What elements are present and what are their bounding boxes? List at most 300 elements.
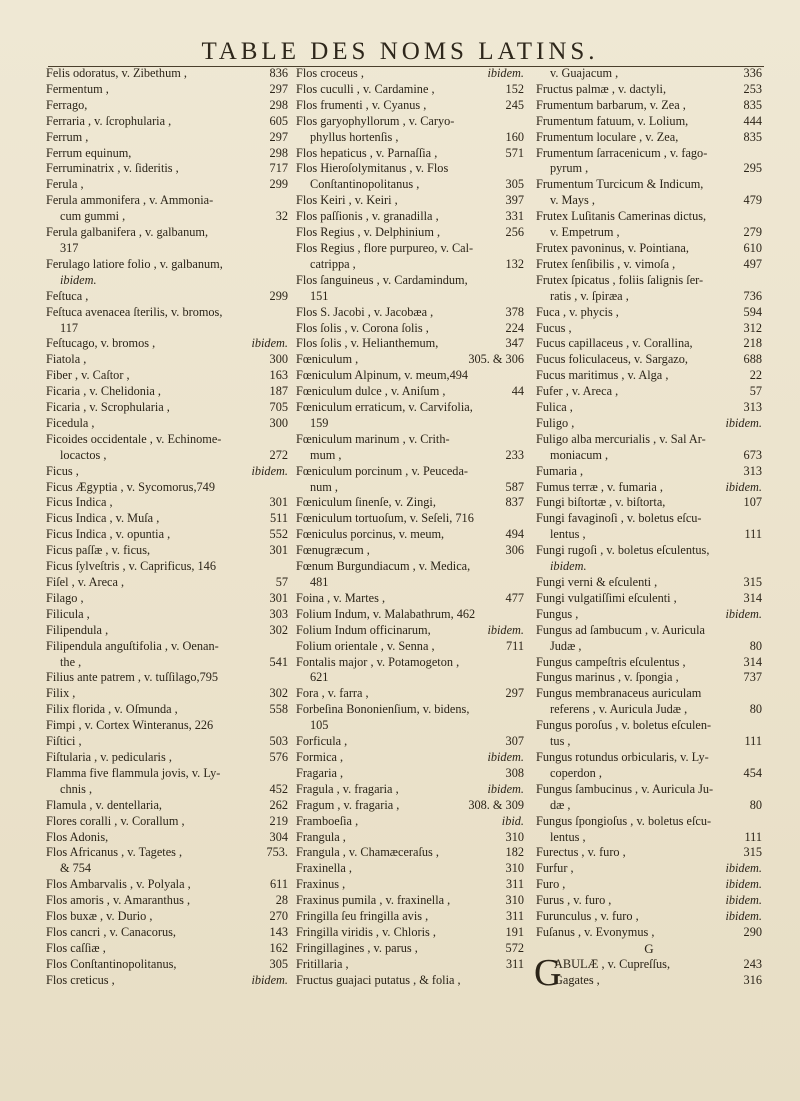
- index-entry: [46, 289, 288, 305]
- index-entry: [296, 193, 524, 209]
- entry-text: Ficus Indica , v. Muſa ,: [46, 511, 160, 526]
- entry-text: Fucus maritimus , v. Alga ,: [536, 368, 669, 383]
- entry-page-number: 711: [506, 638, 524, 653]
- entry-text: Flos Regius , v. Delphinium ,: [296, 225, 441, 240]
- index-entry: [536, 66, 762, 82]
- entry-text: Fœnum Burgundiacum , v. Medica,: [296, 559, 471, 574]
- index-entry: [46, 925, 288, 941]
- index-entry: [536, 893, 762, 909]
- index-entry: [296, 782, 524, 798]
- entry-text: Ficus paſſæ , v. ficus,: [46, 543, 151, 558]
- index-entry: [46, 909, 288, 925]
- index-entry: [296, 289, 524, 305]
- entry-page-number: 111: [744, 734, 762, 749]
- index-entry: [46, 352, 288, 368]
- entry-page-number: 572: [505, 940, 524, 955]
- index-entry: [46, 177, 288, 193]
- entry-text: lentus ,: [550, 829, 586, 844]
- entry-page-number: 163: [269, 368, 288, 383]
- entry-text: Flos garyophyllorum , v. Caryo-: [296, 113, 455, 128]
- index-entry: [296, 607, 524, 623]
- entry-page-number: ibid.: [501, 813, 524, 828]
- index-entry: [296, 495, 524, 511]
- index-entry: [296, 845, 524, 861]
- index-entry: [536, 193, 762, 209]
- index-entry: [296, 623, 524, 639]
- entry-text: Frumentum Turcicum & Indicum,: [536, 177, 704, 192]
- entry-text: Frumentum barbarum, v. Zea ,: [536, 97, 686, 112]
- entry-text: Frumentum fatuum, v. Lolium,: [536, 113, 689, 128]
- index-entry: [296, 798, 524, 814]
- index-entry: [296, 686, 524, 702]
- index-entry: [536, 639, 762, 655]
- entry-text: Fucus foliculaceus, v. Sargazo,: [536, 352, 688, 367]
- entry-text: Ficaria , v. Scrophularia ,: [46, 400, 170, 415]
- entry-page-number: 717: [269, 161, 288, 176]
- entry-text: & 754: [60, 861, 92, 876]
- index-entry: [296, 559, 524, 575]
- index-entry: [536, 702, 762, 718]
- entry-page-number: 299: [269, 288, 288, 303]
- entry-text: Flores coralli , v. Corallum ,: [46, 813, 185, 828]
- index-entry: [296, 241, 524, 257]
- entry-text: Felis odoratus, v. Zibethum ,: [46, 66, 187, 80]
- index-entry: [46, 146, 288, 162]
- entry-text: 159: [310, 415, 329, 430]
- entry-text: Ferula ,: [46, 177, 84, 192]
- entry-page-number: 80: [749, 702, 762, 717]
- entry-page-number: 836: [269, 66, 288, 80]
- entry-text: Frumentum loculare , v. Zea,: [536, 129, 679, 144]
- entry-text: ratis , v. ſpiræa ,: [550, 288, 629, 303]
- index-entry: [536, 98, 762, 114]
- index-entry: [296, 146, 524, 162]
- index-entry: [536, 798, 762, 814]
- index-entry: [536, 321, 762, 337]
- entry-page-number: 301: [269, 495, 288, 510]
- entry-page-number: 160: [505, 129, 524, 144]
- entry-text: Flos Regius , flore purpureo, v. Cal-: [296, 240, 474, 255]
- index-entry: [46, 655, 288, 671]
- entry-page-number: 571: [505, 145, 524, 160]
- index-entry: [296, 877, 524, 893]
- entry-text: Conſtantinopolitanus ,: [310, 177, 420, 192]
- entry-text: Fulica ,: [536, 400, 573, 415]
- entry-text: Flos caſſiæ ,: [46, 940, 106, 955]
- index-entry: [46, 225, 288, 241]
- entry-text: Fungi biſtortæ , v. biſtorta,: [536, 495, 666, 510]
- entry-page-number: 290: [743, 924, 762, 939]
- index-entry: [296, 161, 524, 177]
- entry-text: Fiſtici ,: [46, 734, 82, 749]
- entry-text: Fumus terræ , v. fumaria ,: [536, 479, 663, 494]
- entry-text: Fœniculum ,: [296, 352, 359, 367]
- drop-cap: G: [534, 951, 562, 994]
- index-entry: [536, 209, 762, 225]
- entry-text: 151: [310, 288, 329, 303]
- entry-text: Folium Indum officinarum,: [296, 622, 431, 637]
- entry-text: Foina , v. Martes ,: [296, 590, 386, 605]
- entry-text: Fraxinus ,: [296, 877, 346, 892]
- entry-page-number: 302: [269, 622, 288, 637]
- entry-text: Flos croceus ,: [296, 66, 364, 80]
- entry-page-number: 272: [269, 447, 288, 462]
- entry-text: Ficoides occidentale , v. Echinome-: [46, 431, 222, 446]
- index-entry: [536, 575, 762, 591]
- index-entry: [296, 368, 524, 384]
- entry-text: Fœniculum ſinenſe, v. Zingi,: [296, 495, 436, 510]
- index-entry: [296, 400, 524, 416]
- entry-text: Ferruminatrix , v. ſideritis ,: [46, 161, 179, 176]
- entry-text: Frutex ſenſibilis , v. vimoſa ,: [536, 256, 676, 271]
- index-entry: [536, 416, 762, 432]
- entry-page-number: 299: [269, 177, 288, 192]
- entry-page-number: 301: [269, 543, 288, 558]
- entry-text: Filicula ,: [46, 606, 90, 621]
- index-entry: [46, 114, 288, 130]
- entry-page-number: 279: [743, 225, 762, 240]
- entry-page-number: 303: [269, 606, 288, 621]
- entry-text: cum gummi ,: [60, 209, 126, 224]
- index-entry: [536, 543, 762, 559]
- entry-page-number: 28: [275, 893, 288, 908]
- entry-page-number: 576: [269, 749, 288, 764]
- entry-text: Fungi verni & eſculenti ,: [536, 575, 658, 589]
- entry-page-number: ibidem.: [251, 336, 288, 351]
- index-entry: [536, 511, 762, 527]
- index-entry: [46, 814, 288, 830]
- entry-text: num ,: [310, 479, 339, 494]
- entry-text: Flos creticus ,: [46, 972, 115, 987]
- entry-text: catrippa ,: [310, 256, 356, 271]
- index-entry: [46, 368, 288, 384]
- index-entry: [46, 193, 288, 209]
- entry-text: 621: [310, 670, 329, 685]
- index-entry: [296, 416, 524, 432]
- index-entry: [46, 511, 288, 527]
- entry-page-number: 311: [506, 909, 524, 924]
- entry-text: Formica ,: [296, 749, 344, 764]
- index-entry: [46, 98, 288, 114]
- entry-page-number: 132: [505, 256, 524, 271]
- page-title: TABLE DES NOMS LATINS.: [201, 38, 599, 65]
- index-entry: [46, 241, 288, 257]
- index-entry: [296, 702, 524, 718]
- index-entry: [296, 225, 524, 241]
- entry-text: Flos cuculli , v. Cardamine ,: [296, 81, 435, 96]
- entry-page-number: 304: [269, 829, 288, 844]
- index-entry: [296, 384, 524, 400]
- entry-text: Fermentum ,: [46, 81, 109, 96]
- entry-page-number: ibidem.: [487, 66, 524, 80]
- entry-text: Fungi rugoſi , v. boletus eſculentus,: [536, 543, 710, 558]
- entry-page-number: 305: [505, 177, 524, 192]
- entry-page-number: 307: [505, 734, 524, 749]
- entry-page-number: 315: [743, 845, 762, 860]
- entry-text: Flamma five flammula jovis, v. Ly-: [46, 765, 221, 780]
- entry-page-number: 452: [269, 781, 288, 796]
- entry-page-number: 295: [743, 161, 762, 176]
- entry-text: Fuſanus , v. Evonymus ,: [536, 924, 655, 939]
- entry-page-number: 297: [269, 81, 288, 96]
- entry-page-number: 611: [270, 877, 288, 892]
- index-entry: [536, 766, 762, 782]
- entry-text: Filius ante patrem , v. tuſſilago,795: [46, 670, 219, 685]
- entry-text: Fiſtularia , v. pedicularis ,: [46, 749, 172, 764]
- entry-text: Fritillaria ,: [296, 956, 349, 971]
- index-entry: [46, 766, 288, 782]
- entry-text: Ferula galbanifera , v. galbanum,: [46, 225, 209, 240]
- index-entry: [554, 957, 762, 973]
- index-entry: [46, 82, 288, 98]
- index-entry: [536, 448, 762, 464]
- index-entry: [46, 734, 288, 750]
- index-entry: [536, 464, 762, 480]
- index-entry: [536, 241, 762, 257]
- entry-page-number: 219: [269, 813, 288, 828]
- index-entry: [46, 305, 288, 321]
- entry-page-number: ibidem.: [725, 479, 762, 494]
- entry-text: Flos S. Jacobi , v. Jacobæa ,: [296, 304, 434, 319]
- entry-text: Fucus ,: [536, 320, 572, 335]
- entry-page-number: 605: [269, 113, 288, 128]
- entry-text: Judæ ,: [550, 638, 582, 653]
- index-entry: [46, 130, 288, 146]
- entry-page-number: 306: [505, 543, 524, 558]
- index-entry: [536, 655, 762, 671]
- entry-page-number: 503: [269, 734, 288, 749]
- index-entry: [296, 766, 524, 782]
- entry-text: Folium orientale , v. Senna ,: [296, 638, 435, 653]
- entry-page-number: 313: [743, 463, 762, 478]
- entry-page-number: 753.: [266, 845, 288, 860]
- entry-text: Fraxinus pumila , v. fraxinella ,: [296, 893, 451, 908]
- entry-text: Fumaria ,: [536, 463, 584, 478]
- index-entry: [296, 511, 524, 527]
- entry-page-number: 308. & 309: [468, 797, 524, 812]
- index-entry: [536, 877, 762, 893]
- index-entry: [536, 670, 762, 686]
- index-entry: [46, 750, 288, 766]
- index-entry: [296, 814, 524, 830]
- index-entry: [46, 416, 288, 432]
- entry-text: Flos amoris , v. Amaranthus ,: [46, 893, 191, 908]
- entry-page-number: 541: [269, 654, 288, 669]
- entry-text: Flos frumenti , v. Cyanus ,: [296, 97, 427, 112]
- index-entry: [536, 591, 762, 607]
- index-entry: [46, 66, 288, 82]
- entry-page-number: 313: [743, 400, 762, 415]
- entry-page-number: 182: [505, 845, 524, 860]
- entry-text: 481: [310, 575, 329, 589]
- index-column-3: [534, 66, 762, 994]
- entry-page-number: 736: [743, 288, 762, 303]
- index-entry: [296, 543, 524, 559]
- entry-page-number: 835: [743, 129, 762, 144]
- index-entry: [554, 973, 762, 989]
- index-entry: [46, 543, 288, 559]
- entry-text: Fœniculum porcinum , v. Peuceda-: [296, 463, 469, 478]
- entry-text: Feſtuca avenacea ſterilis, v. bromos,: [46, 304, 223, 319]
- index-entry: [296, 336, 524, 352]
- entry-text: Fragaria ,: [296, 765, 344, 780]
- entry-text: mum ,: [310, 447, 342, 462]
- entry-text: Ficus ,: [46, 463, 79, 478]
- entry-text: Fuca , v. phycis ,: [536, 304, 619, 319]
- entry-page-number: 310: [505, 893, 524, 908]
- entry-text: Filix ,: [46, 686, 76, 701]
- entry-text: Furus , v. furo ,: [536, 893, 612, 908]
- entry-text: Fungi favaginoſi , v. boletus eſcu-: [536, 511, 702, 526]
- letter-heading: G: [644, 940, 654, 956]
- entry-text: phyllus hortenſis ,: [310, 129, 399, 144]
- entry-text: Furectus , v. furo ,: [536, 845, 626, 860]
- entry-text: Fungus ,: [536, 606, 579, 621]
- entry-text: Ferrum equinum,: [46, 145, 132, 160]
- entry-text: Furo ,: [536, 877, 566, 892]
- index-entry: [46, 782, 288, 798]
- index-entry: [536, 257, 762, 273]
- entry-text: Ferulago latiore folio , v. galbanum,: [46, 256, 223, 271]
- index-entry: [46, 591, 288, 607]
- entry-text: Fungus membranaceus auriculam: [536, 686, 702, 701]
- entry-page-number: 705: [269, 400, 288, 415]
- entry-page-number: 162: [269, 940, 288, 955]
- index-entry: [46, 893, 288, 909]
- entry-text: v. Empetrum ,: [550, 225, 620, 240]
- index-entry: [536, 480, 762, 496]
- index-entry: [46, 480, 288, 496]
- index-entry: [536, 830, 762, 846]
- entry-text: Frutex Luſitanis Camerinas dictus,: [536, 209, 707, 224]
- entry-text: Fuligo alba mercurialis , v. Sal Ar-: [536, 431, 706, 446]
- index-entry: [536, 559, 762, 575]
- index-entry: [536, 384, 762, 400]
- index-entry: [536, 909, 762, 925]
- entry-text: the ,: [60, 654, 82, 669]
- index-entry: [296, 352, 524, 368]
- entry-text: Flos Adonis,: [46, 829, 109, 844]
- entry-page-number: 312: [743, 320, 762, 335]
- entry-page-number: 297: [269, 129, 288, 144]
- index-entry: [296, 670, 524, 686]
- entry-text: Frangula , v. Chamæceraſus ,: [296, 845, 439, 860]
- index-entry: [536, 400, 762, 416]
- index-entry: [296, 925, 524, 941]
- index-entry: [46, 384, 288, 400]
- entry-page-number: 310: [505, 861, 524, 876]
- entry-text: 105: [310, 718, 329, 733]
- entry-page-number: 688: [743, 352, 762, 367]
- entry-page-number: 22: [749, 368, 762, 383]
- entry-page-number: 479: [743, 193, 762, 208]
- entry-text: Fragula , v. fragaria ,: [296, 781, 399, 796]
- entry-text: Flos Hieroſolymitanus , v. Flos: [296, 161, 449, 176]
- index-entry: [46, 495, 288, 511]
- entry-page-number: 57: [749, 384, 762, 399]
- entry-page-number: 314: [743, 654, 762, 669]
- index-entry: [46, 257, 288, 273]
- entry-text: Flos ſolis , v. Helianthemum,: [296, 336, 439, 351]
- entry-text: Flos cancri , v. Canacorus,: [46, 924, 176, 939]
- index-entry: [296, 830, 524, 846]
- entry-text: Frutex pavoninus, v. Pointiana,: [536, 240, 689, 255]
- entry-text: Fungus ad ſambucum , v. Auricula: [536, 622, 705, 637]
- entry-text: Fufer , v. Areca ,: [536, 384, 619, 399]
- index-entry: [46, 718, 288, 734]
- entry-page-number: 594: [743, 304, 762, 319]
- index-entry: [296, 957, 524, 973]
- entry-text: Fungus ſpongioſus , v. boletus eſcu-: [536, 813, 712, 828]
- index-entry: [46, 686, 288, 702]
- entry-text: Flos hepaticus , v. Parnaſſia ,: [296, 145, 438, 160]
- index-entry: [536, 177, 762, 193]
- index-entry: [296, 114, 524, 130]
- index-entry: [46, 798, 288, 814]
- index-entry: [296, 750, 524, 766]
- entry-page-number: 143: [269, 924, 288, 939]
- index-entry: [46, 670, 288, 686]
- index-entry: [46, 623, 288, 639]
- index-entry: [46, 448, 288, 464]
- entry-text: Fœniculus porcinus, v. meum,: [296, 527, 445, 542]
- index-entry: [296, 861, 524, 877]
- index-entry: [296, 177, 524, 193]
- entry-text: referens , v. Auricula Judæ ,: [550, 702, 688, 717]
- entry-page-number: 80: [749, 638, 762, 653]
- index-entry: [296, 909, 524, 925]
- entry-text: Fringilla viridis , v. Chloris ,: [296, 924, 436, 939]
- entry-text: Filipendula ,: [46, 622, 109, 637]
- entry-page-number: 300: [269, 352, 288, 367]
- entry-text: Fœniculum tortuoſum, v. Seſeli, 716: [296, 511, 474, 526]
- letter-g-section: [534, 951, 762, 994]
- index-entry: [536, 750, 762, 766]
- entry-text: Fungus ſambucinus , v. Auricula Ju-: [536, 781, 714, 796]
- entry-page-number: 397: [505, 193, 524, 208]
- entry-page-number: 315: [743, 575, 762, 589]
- entry-text: Fontalis major , v. Potamogeton ,: [296, 654, 460, 669]
- index-entry: [536, 861, 762, 877]
- entry-text: lentus ,: [550, 527, 586, 542]
- entry-text: Fringilla ſeu fringilla avis ,: [296, 909, 429, 924]
- index-entry: [296, 82, 524, 98]
- entry-text: Flos ſolis , v. Corona ſolis ,: [296, 320, 429, 335]
- entry-text: Fœniculum Alpinum, v. meum,494: [296, 368, 469, 383]
- index-entry: [296, 321, 524, 337]
- index-entry: [536, 607, 762, 623]
- entry-page-number: 378: [505, 304, 524, 319]
- entry-text: Fungus rotundus orbicularis, v. Ly-: [536, 749, 709, 764]
- entry-text: tus ,: [550, 734, 571, 749]
- entry-page-number: 245: [505, 97, 524, 112]
- entry-text: Flos buxæ , v. Durio ,: [46, 909, 153, 924]
- index-entry: [46, 973, 288, 989]
- index-entry: [536, 845, 762, 861]
- entry-text: Flos ſanguineus , v. Cardamindum,: [296, 272, 468, 287]
- index-entry: [296, 448, 524, 464]
- entry-text: Filago ,: [46, 590, 84, 605]
- index-entry: [46, 400, 288, 416]
- entry-text: Fuligo ,: [536, 415, 575, 430]
- entry-text: Flos Conſtantinopolitanus,: [46, 956, 177, 971]
- entry-page-number: 316: [743, 972, 762, 987]
- entry-page-number: 305: [269, 956, 288, 971]
- entry-text: Ficus Indica , v. opuntia ,: [46, 527, 171, 542]
- index-entry: [536, 225, 762, 241]
- entry-page-number: 737: [743, 670, 762, 685]
- index-entry: [296, 527, 524, 543]
